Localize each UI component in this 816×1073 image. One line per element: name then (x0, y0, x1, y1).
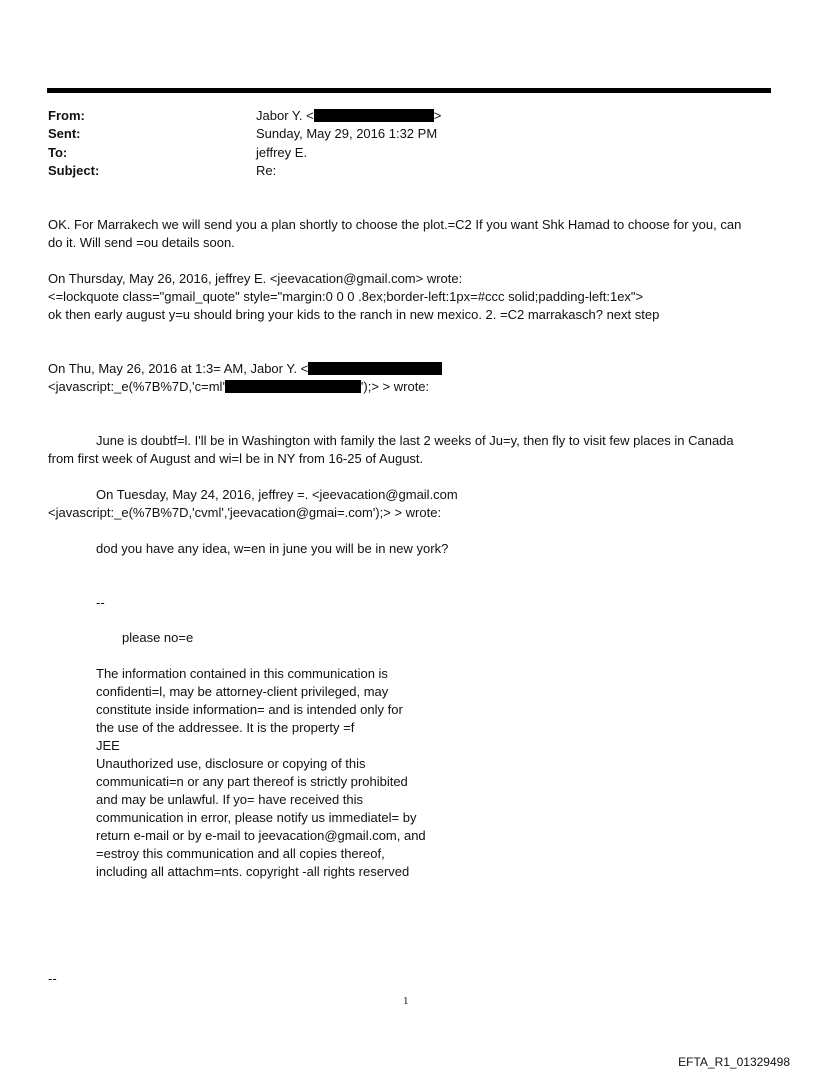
june-line1: June is doubtf=l. I'll be in Washington with family the last 2 weeks of Ju=y, then fly to visit few places in Canada (96, 433, 734, 448)
quote2-line2 (48, 378, 429, 396)
disclaimer-line: including all attachm=nts. copyright -all rights reserved (96, 864, 410, 879)
subject-value: Re: (256, 163, 277, 178)
signature-dash: -- (96, 595, 105, 610)
disclaimer-line: constitute inside information= and is intended only for (96, 702, 403, 717)
quote1-line1: On Thursday, May 26, 2016, jeffrey E. <jeevacation@gmail.com> wrote: (48, 271, 463, 286)
disclaimer-line: The information contained in this communication is (96, 666, 388, 681)
sent-row (48, 125, 748, 143)
quote2-js-suffix: ');> > wrote: (360, 379, 430, 394)
from-close: > (433, 108, 442, 123)
disclaimer-line: communicati=n or any part thereof is strictly prohibited (96, 774, 408, 789)
disclaimer-line: and may be unlawful. If yo= have received this (96, 792, 364, 807)
redaction-bar (225, 380, 361, 393)
to-value: jeffrey E. (256, 145, 308, 160)
quote2-line1 (48, 360, 442, 378)
body-p1-line1: OK. For Marrakech we will send you a plan shortly to choose the plot.=C2 If you want Shk Hamad to choose for you, can (48, 217, 742, 232)
question-line: dod you have any idea, w=en in june you will be in new york? (96, 541, 449, 556)
june-line2: from first week of August and wi=l be in NY from 16-25 of August. (48, 451, 424, 466)
sent-value: Sunday, May 29, 2016 1:32 PM (256, 126, 438, 141)
from-label: From: (48, 108, 85, 123)
quote3-line1: On Tuesday, May 24, 2016, jeffrey =. <jeevacation@gmail.com (96, 487, 458, 502)
quote1-line3: ok then early august y=u should bring your kids to the ranch in new mexico. 2. =C2 marrakasch? next step (48, 307, 660, 322)
disclaimer-line: return e-mail or by e-mail to jeevacation@gmail.com, and (96, 828, 426, 843)
quote1-line2: <=lockquote class="gmail_quote" style="margin:0 0 0 .8ex;border-left:1px=#ccc solid;padding-left:1ex"> (48, 289, 644, 304)
disclaimer-line: the use of the addressee. It is the property =f (96, 720, 355, 735)
disclaimer-line: communication in error, please notify us immediatel= by (96, 810, 417, 825)
trailing-dash: -- (48, 971, 57, 986)
to-row (48, 144, 748, 162)
from-name: Jabor Y. < (256, 108, 314, 123)
sent-label: Sent: (48, 126, 81, 141)
page-number: 1 (403, 995, 409, 1007)
from-row (48, 107, 748, 125)
subject-row (48, 162, 748, 180)
disclaimer-line: Unauthorized use, disclosure or copying of this (96, 756, 366, 771)
header-rule (47, 88, 771, 93)
disclaimer-line: confidenti=l, may be attorney-client privileged, may (96, 684, 389, 699)
bates-number: EFTA_R1_01329498 (678, 1055, 790, 1069)
to-label: To: (48, 145, 68, 160)
quote3-line2: <javascript:_e(%7B%7D,'cvml','jeevacation@gmai=.com');> > wrote: (48, 505, 442, 520)
redaction-bar (308, 362, 442, 375)
disclaimer-line: =estroy this communication and all copies thereof, (96, 846, 385, 861)
subject-label: Subject: (48, 163, 100, 178)
redaction-bar (314, 109, 434, 122)
body-p1-line2: do it. Will send =ou details soon. (48, 235, 235, 250)
quote2-attribution: On Thu, May 26, 2016 at 1:3= AM, Jabor Y. < (48, 361, 309, 376)
quote2-js-prefix: <javascript:_e(%7B%7D,'c=ml' (48, 379, 225, 394)
please-note: please no=e (122, 630, 194, 645)
disclaimer-line: JEE (96, 738, 120, 753)
from-value (256, 107, 441, 125)
